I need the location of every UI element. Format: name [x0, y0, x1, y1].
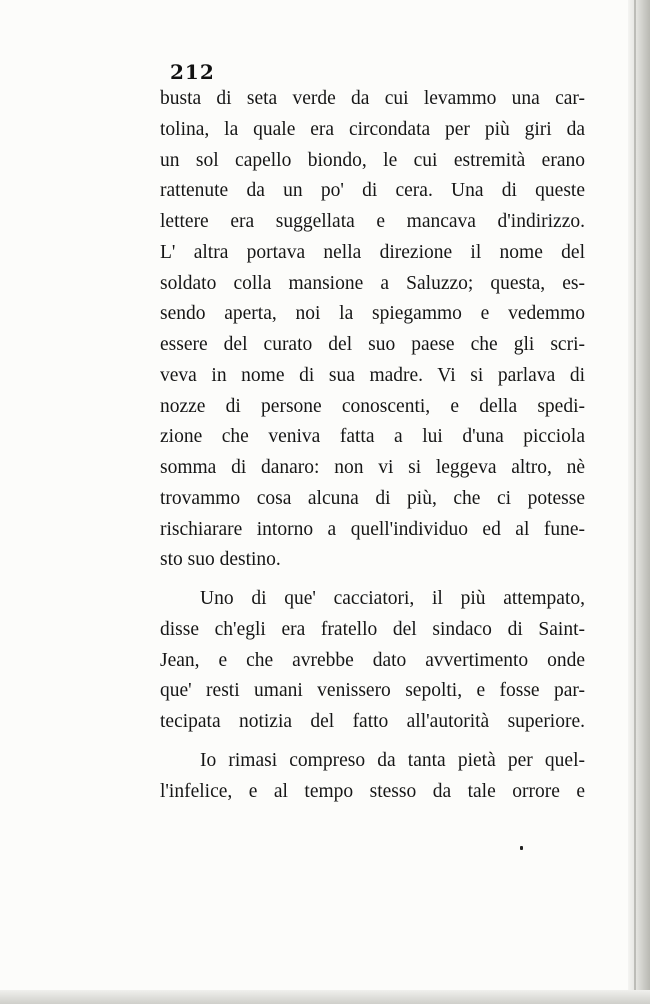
ink-speck	[520, 846, 523, 850]
text-line: zione che veniva fatta a lui d'una picciola	[160, 426, 585, 448]
text-line: l'infelice, e al tempo stesso da tale orrore e	[160, 780, 585, 802]
text-line: tecipata notizia del fatto all'autorità superiore.	[160, 711, 585, 732]
paragraph-gap	[160, 576, 585, 584]
text-line: trovammo cosa alcuna di più, che ci potesse	[160, 487, 585, 509]
text-line: sendo aperta, noi la spiegammo e vedemmo	[160, 303, 585, 325]
text-line: nozze di persone conoscenti, e della spedi-	[160, 395, 585, 417]
text-line: soldato colla mansione a Saluzzo; questa, es-	[160, 272, 585, 294]
text-line: sto suo destino.	[160, 549, 281, 571]
text-line: rischiarare intorno a quell'individuo ed al fune-	[160, 518, 585, 540]
text-line: Uno di que' cacciatori, il più attempato,	[200, 588, 585, 609]
page-edge-shadow	[628, 0, 650, 1004]
page-number: 212	[170, 60, 215, 84]
text-line: veva in nome di sua madre. Vi si parlava di	[160, 364, 585, 386]
paragraph-gap	[160, 738, 585, 746]
page-bottom-edge	[0, 990, 650, 1004]
text-line: busta di seta verde da cui levammo una car-	[160, 88, 585, 109]
text-line: essere del curato del suo paese che gli scri-	[160, 334, 585, 355]
text-line: lettere era suggellata e mancava d'indirizzo.	[160, 211, 585, 232]
page-edge-line	[634, 0, 636, 1004]
text-line: un sol capello biondo, le cui estremità erano	[160, 149, 585, 171]
body-text	[160, 84, 585, 807]
text-line: L' altra portava nella direzione il nome del	[160, 241, 585, 263]
text-line: disse ch'egli era fratello del sindaco di Saint-	[160, 618, 585, 640]
text-line: somma di danaro: non vi si leggeva altro, nè	[160, 457, 585, 478]
text-line: rattenute da un po' di cera. Una di queste	[160, 180, 585, 202]
text-line: que' resti umani venissero sepolti, e fosse par-	[160, 680, 585, 702]
text-line: Jean, e che avrebbe dato avvertimento onde	[160, 649, 585, 671]
text-line: Io rimasi compreso da tanta pietà per quel-	[200, 749, 585, 771]
text-line: tolina, la quale era circondata per più giri da	[160, 118, 585, 140]
